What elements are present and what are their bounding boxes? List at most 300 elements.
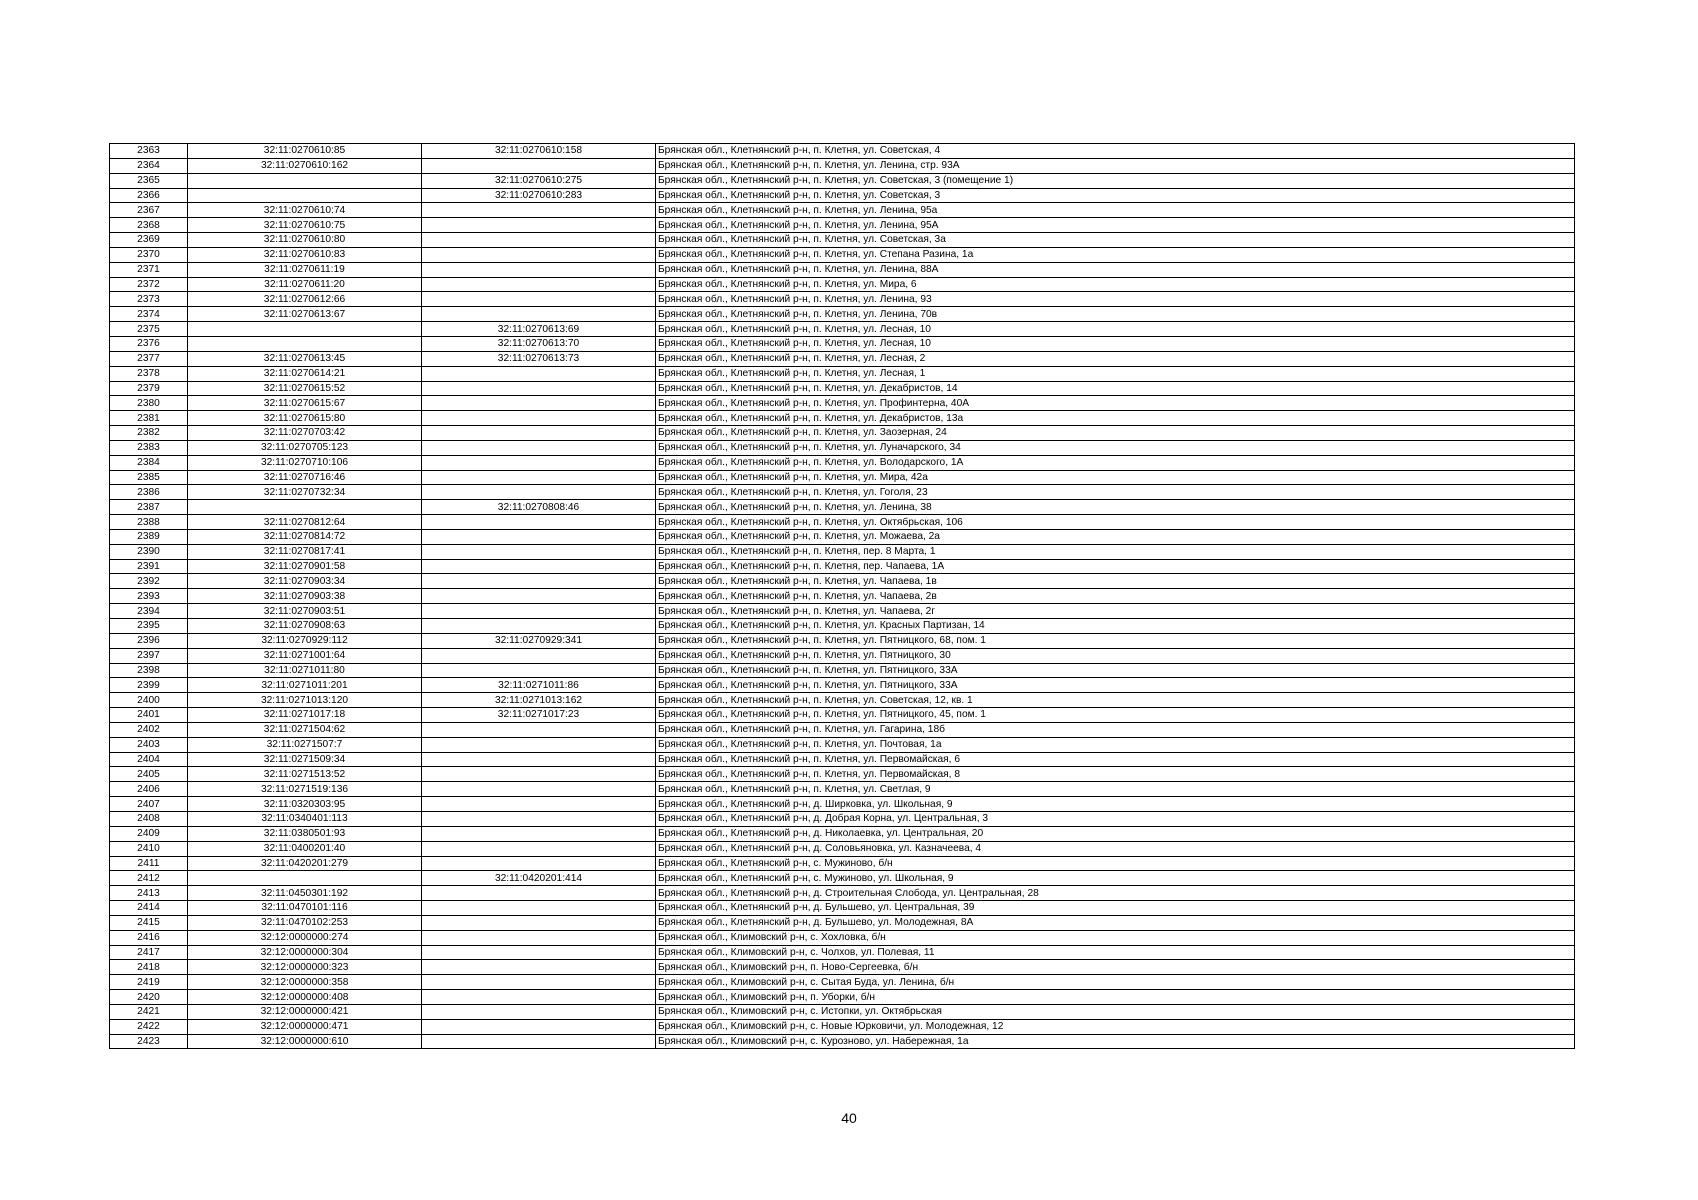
table-row bbox=[110, 455, 1575, 470]
row-number-cell: 2400 bbox=[110, 693, 188, 708]
row-number-cell: 2419 bbox=[110, 975, 188, 990]
address-cell: Брянская обл., Клетнянский р-н, п. Клетня, ул. Светлая, 9 bbox=[656, 782, 1575, 797]
cadastral-number-premises-cell bbox=[422, 663, 656, 678]
cadastral-number-premises-cell bbox=[422, 559, 656, 574]
cadastral-number-premises-cell bbox=[422, 782, 656, 797]
cadastral-number-premises-cell bbox=[422, 589, 656, 604]
row-number-cell: 2368 bbox=[110, 218, 188, 233]
address-cell: Брянская обл., Клетнянский р-н, п. Клетня, ул. Чапаева, 2г bbox=[656, 604, 1575, 619]
row-number-cell: 2387 bbox=[110, 500, 188, 515]
cadastral-number-premises-cell bbox=[422, 307, 656, 322]
cadastral-number-building-cell: 32:11:0271509:34 bbox=[188, 752, 422, 767]
address-cell: Брянская обл., Клетнянский р-н, п. Клетня, ул. Советская, 4 bbox=[656, 144, 1575, 159]
row-number-cell: 2395 bbox=[110, 619, 188, 634]
cadastral-number-building-cell: 32:11:0271017:18 bbox=[188, 708, 422, 723]
address-cell: Брянская обл., Клетнянский р-н, п. Клетня, ул. Первомайская, 8 bbox=[656, 767, 1575, 782]
row-number-cell: 2363 bbox=[110, 144, 188, 159]
address-cell: Брянская обл., Клетнянский р-н, п. Клетня, ул. Профинтерна, 40А bbox=[656, 396, 1575, 411]
table-row bbox=[110, 604, 1575, 619]
cadastral-number-building-cell bbox=[188, 500, 422, 515]
cadastral-number-premises-cell bbox=[422, 529, 656, 544]
cadastral-number-premises-cell bbox=[422, 381, 656, 396]
cadastral-number-building-cell: 32:11:0271001:64 bbox=[188, 648, 422, 663]
address-cell: Брянская обл., Клетнянский р-н, п. Клетня, ул. Ленина, 88А bbox=[656, 262, 1575, 277]
row-number-cell: 2415 bbox=[110, 915, 188, 930]
table-row bbox=[110, 233, 1575, 248]
address-cell: Брянская обл., Клетнянский р-н, п. Клетня, ул. Можаева, 2а bbox=[656, 529, 1575, 544]
address-cell: Брянская обл., Клетнянский р-н, п. Клетня, ул. Пятницкого, 68, пом. 1 bbox=[656, 633, 1575, 648]
address-cell: Брянская обл., Клетнянский р-н, с. Мужиново, ул. Школьная, 9 bbox=[656, 871, 1575, 886]
cadastral-number-premises-cell bbox=[422, 277, 656, 292]
cadastral-number-premises-cell bbox=[422, 470, 656, 485]
cadastral-number-premises-cell bbox=[422, 752, 656, 767]
cadastral-number-building-cell: 32:11:0270614:21 bbox=[188, 366, 422, 381]
cadastral-number-building-cell bbox=[188, 871, 422, 886]
row-number-cell: 2383 bbox=[110, 440, 188, 455]
cadastral-number-building-cell: 32:11:0271011:80 bbox=[188, 663, 422, 678]
cadastral-number-premises-cell bbox=[422, 485, 656, 500]
address-cell: Брянская обл., Клетнянский р-н, п. Клетня, ул. Ленина, 95А bbox=[656, 218, 1575, 233]
cadastral-number-premises-cell bbox=[422, 797, 656, 812]
cadastral-number-building-cell bbox=[188, 188, 422, 203]
table-row bbox=[110, 648, 1575, 663]
cadastral-number-premises-cell: 32:11:0270610:158 bbox=[422, 144, 656, 159]
address-cell: Брянская обл., Клетнянский р-н, д. Строительная Слобода, ул. Центральная, 28 bbox=[656, 886, 1575, 901]
cadastral-number-building-cell: 32:11:0270929:112 bbox=[188, 633, 422, 648]
address-cell: Брянская обл., Клетнянский р-н, п. Клетня, ул. Декабристов, 14 bbox=[656, 381, 1575, 396]
address-cell: Брянская обл., Клетнянский р-н, п. Клетня, ул. Луначарского, 34 bbox=[656, 440, 1575, 455]
cadastral-number-building-cell: 32:11:0270615:80 bbox=[188, 411, 422, 426]
table-body bbox=[110, 144, 1575, 1049]
table-row bbox=[110, 693, 1575, 708]
row-number-cell: 2416 bbox=[110, 930, 188, 945]
address-cell: Брянская обл., Клетнянский р-н, п. Клетня, ул. Октябрьская, 106 bbox=[656, 515, 1575, 530]
address-cell: Брянская обл., Клетнянский р-н, п. Клетня, ул. Советская, 12, кв. 1 bbox=[656, 693, 1575, 708]
cadastral-number-premises-cell: 32:11:0270613:73 bbox=[422, 351, 656, 366]
cadastral-number-building-cell: 32:11:0270615:52 bbox=[188, 381, 422, 396]
table-row bbox=[110, 871, 1575, 886]
cadastral-number-building-cell: 32:11:0470102:253 bbox=[188, 915, 422, 930]
row-number-cell: 2386 bbox=[110, 485, 188, 500]
address-cell: Брянская обл., Клетнянский р-н, д. Николаевка, ул. Центральная, 20 bbox=[656, 826, 1575, 841]
table-row bbox=[110, 722, 1575, 737]
cadastral-number-building-cell: 32:11:0270615:67 bbox=[188, 396, 422, 411]
cadastral-number-building-cell: 32:11:0270613:67 bbox=[188, 307, 422, 322]
row-number-cell: 2377 bbox=[110, 351, 188, 366]
cadastral-number-building-cell: 32:12:0000000:323 bbox=[188, 960, 422, 975]
cadastral-number-premises-cell: 32:11:0270610:275 bbox=[422, 173, 656, 188]
cadastral-number-building-cell: 32:11:0270610:83 bbox=[188, 247, 422, 262]
table-row bbox=[110, 396, 1575, 411]
table-row bbox=[110, 930, 1575, 945]
table-row bbox=[110, 366, 1575, 381]
address-cell: Брянская обл., Клетнянский р-н, п. Клетня, пер. 8 Марта, 1 bbox=[656, 544, 1575, 559]
address-cell: Брянская обл., Клетнянский р-н, п. Клетня, ул. Ленина, стр. 93А bbox=[656, 158, 1575, 173]
cadastral-number-building-cell: 32:11:0271013:120 bbox=[188, 693, 422, 708]
cadastral-number-building-cell: 32:11:0270610:85 bbox=[188, 144, 422, 159]
cadastral-number-premises-cell bbox=[422, 426, 656, 441]
table-row bbox=[110, 811, 1575, 826]
row-number-cell: 2423 bbox=[110, 1034, 188, 1049]
row-number-cell: 2399 bbox=[110, 678, 188, 693]
row-number-cell: 2413 bbox=[110, 886, 188, 901]
cadastral-number-building-cell: 32:12:0000000:274 bbox=[188, 930, 422, 945]
table-row bbox=[110, 292, 1575, 307]
cadastral-number-building-cell: 32:11:0270716:46 bbox=[188, 470, 422, 485]
table-row bbox=[110, 663, 1575, 678]
cadastral-number-premises-cell bbox=[422, 366, 656, 381]
cadastral-number-premises-cell: 32:11:0270613:69 bbox=[422, 322, 656, 337]
address-cell: Брянская обл., Клетнянский р-н, п. Клетня, ул. Чапаева, 1в bbox=[656, 574, 1575, 589]
cadastral-number-building-cell: 32:12:0000000:471 bbox=[188, 1019, 422, 1034]
cadastral-number-premises-cell bbox=[422, 440, 656, 455]
cadastral-number-premises-cell bbox=[422, 455, 656, 470]
cadastral-number-premises-cell bbox=[422, 218, 656, 233]
table-row bbox=[110, 144, 1575, 159]
table-row bbox=[110, 426, 1575, 441]
table-row bbox=[110, 841, 1575, 856]
table-row bbox=[110, 574, 1575, 589]
row-number-cell: 2420 bbox=[110, 990, 188, 1005]
address-cell: Брянская обл., Климовский р-н, с. Хохловка, б/н bbox=[656, 930, 1575, 945]
row-number-cell: 2421 bbox=[110, 1004, 188, 1019]
cadastral-number-premises-cell bbox=[422, 619, 656, 634]
cadastral-number-building-cell: 32:11:0270817:41 bbox=[188, 544, 422, 559]
cadastral-number-premises-cell bbox=[422, 203, 656, 218]
table-row bbox=[110, 173, 1575, 188]
address-cell: Брянская обл., Клетнянский р-н, п. Клетня, ул. Лесная, 10 bbox=[656, 322, 1575, 337]
table-row bbox=[110, 322, 1575, 337]
row-number-cell: 2364 bbox=[110, 158, 188, 173]
cadastral-number-building-cell: 32:11:0270903:51 bbox=[188, 604, 422, 619]
cadastral-number-building-cell: 32:11:0271011:201 bbox=[188, 678, 422, 693]
cadastral-number-building-cell: 32:11:0270814:72 bbox=[188, 529, 422, 544]
cadastral-number-building-cell: 32:11:0270908:63 bbox=[188, 619, 422, 634]
page-number: 40 bbox=[841, 1110, 857, 1126]
cadastral-number-building-cell: 32:11:0270901:58 bbox=[188, 559, 422, 574]
address-cell: Брянская обл., Клетнянский р-н, п. Клетня, ул. Почтовая, 1а bbox=[656, 737, 1575, 752]
row-number-cell: 2365 bbox=[110, 173, 188, 188]
row-number-cell: 2392 bbox=[110, 574, 188, 589]
table-row bbox=[110, 559, 1575, 574]
address-cell: Брянская обл., Клетнянский р-н, п. Клетня, ул. Пятницкого, 45, пом. 1 bbox=[656, 708, 1575, 723]
cadastral-number-premises-cell bbox=[422, 544, 656, 559]
row-number-cell: 2390 bbox=[110, 544, 188, 559]
table-row bbox=[110, 767, 1575, 782]
address-cell: Брянская обл., Клетнянский р-н, п. Клетня, ул. Мира, 42а bbox=[656, 470, 1575, 485]
cadastral-number-premises-cell: 32:11:0271011:86 bbox=[422, 678, 656, 693]
cadastral-number-premises-cell bbox=[422, 292, 656, 307]
row-number-cell: 2369 bbox=[110, 233, 188, 248]
cadastral-number-premises-cell: 32:11:0270613:70 bbox=[422, 336, 656, 351]
table-row bbox=[110, 990, 1575, 1005]
table-row bbox=[110, 515, 1575, 530]
cadastral-number-building-cell: 32:12:0000000:358 bbox=[188, 975, 422, 990]
cadastral-number-premises-cell bbox=[422, 396, 656, 411]
table-row bbox=[110, 945, 1575, 960]
address-cell: Брянская обл., Клетнянский р-н, п. Клетня, ул. Ленина, 93 bbox=[656, 292, 1575, 307]
cadastral-number-premises-cell bbox=[422, 262, 656, 277]
table-row bbox=[110, 1034, 1575, 1049]
row-number-cell: 2402 bbox=[110, 722, 188, 737]
address-cell: Брянская обл., Климовский р-н, с. Истопки, ул. Октябрьская bbox=[656, 1004, 1575, 1019]
address-cell: Брянская обл., Клетнянский р-н, п. Клетня, ул. Лесная, 2 bbox=[656, 351, 1575, 366]
cadastral-number-building-cell: 32:11:0450301:192 bbox=[188, 886, 422, 901]
table-row bbox=[110, 529, 1575, 544]
table-row bbox=[110, 247, 1575, 262]
table-row bbox=[110, 782, 1575, 797]
cadastral-number-building-cell bbox=[188, 322, 422, 337]
row-number-cell: 2389 bbox=[110, 529, 188, 544]
cadastral-number-premises-cell bbox=[422, 841, 656, 856]
address-cell: Брянская обл., Климовский р-н, п. Ново-Сергеевка, б/н bbox=[656, 960, 1575, 975]
address-cell: Брянская обл., Клетнянский р-н, п. Клетня, ул. Ленина, 70в bbox=[656, 307, 1575, 322]
row-number-cell: 2374 bbox=[110, 307, 188, 322]
table-row bbox=[110, 411, 1575, 426]
cadastral-number-premises-cell bbox=[422, 811, 656, 826]
row-number-cell: 2375 bbox=[110, 322, 188, 337]
address-cell: Брянская обл., Клетнянский р-н, п. Клетня, ул. Красных Партизан, 14 bbox=[656, 619, 1575, 634]
cadastral-number-building-cell: 32:11:0271507:7 bbox=[188, 737, 422, 752]
cadastral-number-premises-cell bbox=[422, 767, 656, 782]
cadastral-number-premises-cell bbox=[422, 960, 656, 975]
row-number-cell: 2378 bbox=[110, 366, 188, 381]
cadastral-number-building-cell: 32:11:0340401:113 bbox=[188, 811, 422, 826]
address-cell: Брянская обл., Клетнянский р-н, д. Добрая Корна, ул. Центральная, 3 bbox=[656, 811, 1575, 826]
row-number-cell: 2372 bbox=[110, 277, 188, 292]
table-row bbox=[110, 203, 1575, 218]
table-row bbox=[110, 188, 1575, 203]
cadastral-number-premises-cell: 32:11:0420201:414 bbox=[422, 871, 656, 886]
table-row bbox=[110, 351, 1575, 366]
table-row bbox=[110, 886, 1575, 901]
cadastral-number-building-cell: 32:11:0270611:20 bbox=[188, 277, 422, 292]
address-cell: Брянская обл., Клетнянский р-н, д. Соловьяновка, ул. Казначеева, 4 bbox=[656, 841, 1575, 856]
address-cell: Брянская обл., Климовский р-н, с. Курозново, ул. Набережная, 1а bbox=[656, 1034, 1575, 1049]
cadastral-number-building-cell: 32:11:0470101:116 bbox=[188, 901, 422, 916]
row-number-cell: 2417 bbox=[110, 945, 188, 960]
cadastral-number-building-cell: 32:11:0270611:19 bbox=[188, 262, 422, 277]
cadastral-number-premises-cell bbox=[422, 737, 656, 752]
cadastral-number-premises-cell bbox=[422, 233, 656, 248]
row-number-cell: 2412 bbox=[110, 871, 188, 886]
address-cell: Брянская обл., Клетнянский р-н, п. Клетня, ул. Пятницкого, 30 bbox=[656, 648, 1575, 663]
row-number-cell: 2398 bbox=[110, 663, 188, 678]
row-number-cell: 2396 bbox=[110, 633, 188, 648]
row-number-cell: 2394 bbox=[110, 604, 188, 619]
row-number-cell: 2408 bbox=[110, 811, 188, 826]
table-row bbox=[110, 633, 1575, 648]
address-cell: Брянская обл., Клетнянский р-н, п. Клетня, ул. Советская, 3 bbox=[656, 188, 1575, 203]
table-row bbox=[110, 277, 1575, 292]
table-row bbox=[110, 544, 1575, 559]
row-number-cell: 2391 bbox=[110, 559, 188, 574]
cadastral-number-premises-cell: 32:11:0270929:341 bbox=[422, 633, 656, 648]
cadastral-number-building-cell: 32:11:0270812:64 bbox=[188, 515, 422, 530]
row-number-cell: 2367 bbox=[110, 203, 188, 218]
cadastral-number-premises-cell bbox=[422, 930, 656, 945]
table-row bbox=[110, 500, 1575, 515]
row-number-cell: 2366 bbox=[110, 188, 188, 203]
table-row bbox=[110, 901, 1575, 916]
cadastral-number-building-cell: 32:11:0270732:34 bbox=[188, 485, 422, 500]
row-number-cell: 2411 bbox=[110, 856, 188, 871]
row-number-cell: 2409 bbox=[110, 826, 188, 841]
table-row bbox=[110, 470, 1575, 485]
cadastral-number-premises-cell bbox=[422, 604, 656, 619]
row-number-cell: 2379 bbox=[110, 381, 188, 396]
address-cell: Брянская обл., Клетнянский р-н, п. Клетня, ул. Гоголя, 23 bbox=[656, 485, 1575, 500]
row-number-cell: 2403 bbox=[110, 737, 188, 752]
row-number-cell: 2373 bbox=[110, 292, 188, 307]
cadastral-number-building-cell: 32:11:0270610:75 bbox=[188, 218, 422, 233]
row-number-cell: 2388 bbox=[110, 515, 188, 530]
table-row bbox=[110, 381, 1575, 396]
table-row bbox=[110, 485, 1575, 500]
cadastral-number-premises-cell bbox=[422, 158, 656, 173]
cadastral-number-building-cell: 32:11:0270612:66 bbox=[188, 292, 422, 307]
address-cell: Брянская обл., Клетнянский р-н, п. Клетня, ул. Декабристов, 13а bbox=[656, 411, 1575, 426]
table-row bbox=[110, 589, 1575, 604]
row-number-cell: 2414 bbox=[110, 901, 188, 916]
cadastral-number-premises-cell bbox=[422, 901, 656, 916]
table-row bbox=[110, 915, 1575, 930]
row-number-cell: 2401 bbox=[110, 708, 188, 723]
address-cell: Брянская обл., Клетнянский р-н, п. Клетня, пер. Чапаева, 1А bbox=[656, 559, 1575, 574]
cadastral-number-premises-cell bbox=[422, 722, 656, 737]
address-cell: Брянская обл., Климовский р-н, с. Сытая Буда, ул. Ленина, б/н bbox=[656, 975, 1575, 990]
cadastral-number-building-cell: 32:11:0320303:95 bbox=[188, 797, 422, 812]
table-row bbox=[110, 336, 1575, 351]
address-cell: Брянская обл., Клетнянский р-н, п. Клетня, ул. Лесная, 10 bbox=[656, 336, 1575, 351]
cadastral-number-premises-cell: 32:11:0270808:46 bbox=[422, 500, 656, 515]
cadastral-number-premises-cell bbox=[422, 1019, 656, 1034]
cadastral-number-building-cell: 32:11:0270610:80 bbox=[188, 233, 422, 248]
table-row bbox=[110, 307, 1575, 322]
cadastral-number-premises-cell bbox=[422, 945, 656, 960]
cadastral-number-building-cell: 32:12:0000000:610 bbox=[188, 1034, 422, 1049]
cadastral-number-building-cell bbox=[188, 336, 422, 351]
row-number-cell: 2381 bbox=[110, 411, 188, 426]
cadastral-number-premises-cell: 32:11:0271013:162 bbox=[422, 693, 656, 708]
address-cell: Брянская обл., Клетнянский р-н, д. Ширковка, ул. Школьная, 9 bbox=[656, 797, 1575, 812]
row-number-cell: 2410 bbox=[110, 841, 188, 856]
row-number-cell: 2406 bbox=[110, 782, 188, 797]
row-number-cell: 2404 bbox=[110, 752, 188, 767]
cadastral-number-premises-cell bbox=[422, 826, 656, 841]
cadastral-number-premises-cell bbox=[422, 990, 656, 1005]
address-cell: Брянская обл., Клетнянский р-н, п. Клетня, ул. Мира, 6 bbox=[656, 277, 1575, 292]
table-row bbox=[110, 1019, 1575, 1034]
address-cell: Брянская обл., Клетнянский р-н, п. Клетня, ул. Лесная, 1 bbox=[656, 366, 1575, 381]
row-number-cell: 2422 bbox=[110, 1019, 188, 1034]
cadastral-number-building-cell: 32:11:0270903:38 bbox=[188, 589, 422, 604]
address-cell: Брянская обл., Клетнянский р-н, п. Клетня, ул. Пятницкого, 33А bbox=[656, 678, 1575, 693]
cadastral-number-building-cell bbox=[188, 173, 422, 188]
cadastral-number-building-cell: 32:11:0270613:45 bbox=[188, 351, 422, 366]
cadastral-number-building-cell: 32:11:0380501:93 bbox=[188, 826, 422, 841]
table-row bbox=[110, 1004, 1575, 1019]
cadastral-number-building-cell: 32:12:0000000:408 bbox=[188, 990, 422, 1005]
address-cell: Брянская обл., Клетнянский р-н, п. Клетня, ул. Советская, 3 (помещение 1) bbox=[656, 173, 1575, 188]
address-cell: Брянская обл., Клетнянский р-н, п. Клетня, ул. Советская, 3а bbox=[656, 233, 1575, 248]
cadastral-number-premises-cell bbox=[422, 247, 656, 262]
table-row bbox=[110, 737, 1575, 752]
row-number-cell: 2382 bbox=[110, 426, 188, 441]
row-number-cell: 2380 bbox=[110, 396, 188, 411]
cadastral-number-premises-cell bbox=[422, 1034, 656, 1049]
cadastral-number-premises-cell bbox=[422, 915, 656, 930]
table-row bbox=[110, 826, 1575, 841]
cadastral-number-premises-cell bbox=[422, 975, 656, 990]
address-cell: Брянская обл., Клетнянский р-н, п. Клетня, ул. Володарского, 1А bbox=[656, 455, 1575, 470]
cadastral-number-building-cell: 32:11:0420201:279 bbox=[188, 856, 422, 871]
cadastral-number-premises-cell bbox=[422, 856, 656, 871]
address-cell: Брянская обл., Клетнянский р-н, п. Клетня, ул. Чапаева, 2в bbox=[656, 589, 1575, 604]
table-row bbox=[110, 678, 1575, 693]
cadastral-number-building-cell: 32:11:0400201:40 bbox=[188, 841, 422, 856]
cadastral-number-premises-cell: 32:11:0271017:23 bbox=[422, 708, 656, 723]
table-row bbox=[110, 262, 1575, 277]
property-register-table bbox=[109, 143, 1575, 1049]
row-number-cell: 2371 bbox=[110, 262, 188, 277]
cadastral-number-premises-cell bbox=[422, 1004, 656, 1019]
address-cell: Брянская обл., Клетнянский р-н, п. Клетня, ул. Ленина, 38 bbox=[656, 500, 1575, 515]
cadastral-number-building-cell: 32:11:0270710:106 bbox=[188, 455, 422, 470]
address-cell: Брянская обл., Клетнянский р-н, п. Клетня, ул. Заозерная, 24 bbox=[656, 426, 1575, 441]
row-number-cell: 2397 bbox=[110, 648, 188, 663]
cadastral-number-premises-cell: 32:11:0270610:283 bbox=[422, 188, 656, 203]
table-row bbox=[110, 752, 1575, 767]
cadastral-number-building-cell: 32:12:0000000:421 bbox=[188, 1004, 422, 1019]
cadastral-number-building-cell: 32:11:0270610:162 bbox=[188, 158, 422, 173]
address-cell: Брянская обл., Клетнянский р-н, п. Клетня, ул. Гагарина, 18б bbox=[656, 722, 1575, 737]
table-row bbox=[110, 158, 1575, 173]
cadastral-number-premises-cell bbox=[422, 574, 656, 589]
row-number-cell: 2407 bbox=[110, 797, 188, 812]
cadastral-number-building-cell: 32:11:0270903:34 bbox=[188, 574, 422, 589]
address-cell: Брянская обл., Клетнянский р-н, д. Бульшево, ул. Центральная, 39 bbox=[656, 901, 1575, 916]
address-cell: Брянская обл., Клетнянский р-н, п. Клетня, ул. Степана Разина, 1а bbox=[656, 247, 1575, 262]
cadastral-number-building-cell: 32:11:0270703:42 bbox=[188, 426, 422, 441]
table-row bbox=[110, 440, 1575, 455]
table-row bbox=[110, 960, 1575, 975]
table-row bbox=[110, 797, 1575, 812]
row-number-cell: 2385 bbox=[110, 470, 188, 485]
cadastral-number-building-cell: 32:11:0271504:62 bbox=[188, 722, 422, 737]
cadastral-number-building-cell: 32:11:0270705:123 bbox=[188, 440, 422, 455]
table-row bbox=[110, 975, 1575, 990]
row-number-cell: 2384 bbox=[110, 455, 188, 470]
cadastral-number-premises-cell bbox=[422, 515, 656, 530]
table-row bbox=[110, 708, 1575, 723]
cadastral-number-premises-cell bbox=[422, 411, 656, 426]
cadastral-number-premises-cell bbox=[422, 648, 656, 663]
row-number-cell: 2370 bbox=[110, 247, 188, 262]
row-number-cell: 2418 bbox=[110, 960, 188, 975]
row-number-cell: 2393 bbox=[110, 589, 188, 604]
address-cell: Брянская обл., Климовский р-н, с. Чолхов, ул. Полевая, 11 bbox=[656, 945, 1575, 960]
cadastral-number-premises-cell bbox=[422, 886, 656, 901]
address-cell: Брянская обл., Клетнянский р-н, п. Клетня, ул. Пятницкого, 33А bbox=[656, 663, 1575, 678]
table-row bbox=[110, 619, 1575, 634]
cadastral-number-building-cell: 32:11:0271513:52 bbox=[188, 767, 422, 782]
address-cell: Брянская обл., Климовский р-н, с. Новые Юрковичи, ул. Молодежная, 12 bbox=[656, 1019, 1575, 1034]
address-cell: Брянская обл., Клетнянский р-н, п. Клетня, ул. Первомайская, 6 bbox=[656, 752, 1575, 767]
table-row bbox=[110, 856, 1575, 871]
address-cell: Брянская обл., Климовский р-н, п. Уборки, б/н bbox=[656, 990, 1575, 1005]
cadastral-number-building-cell: 32:12:0000000:304 bbox=[188, 945, 422, 960]
